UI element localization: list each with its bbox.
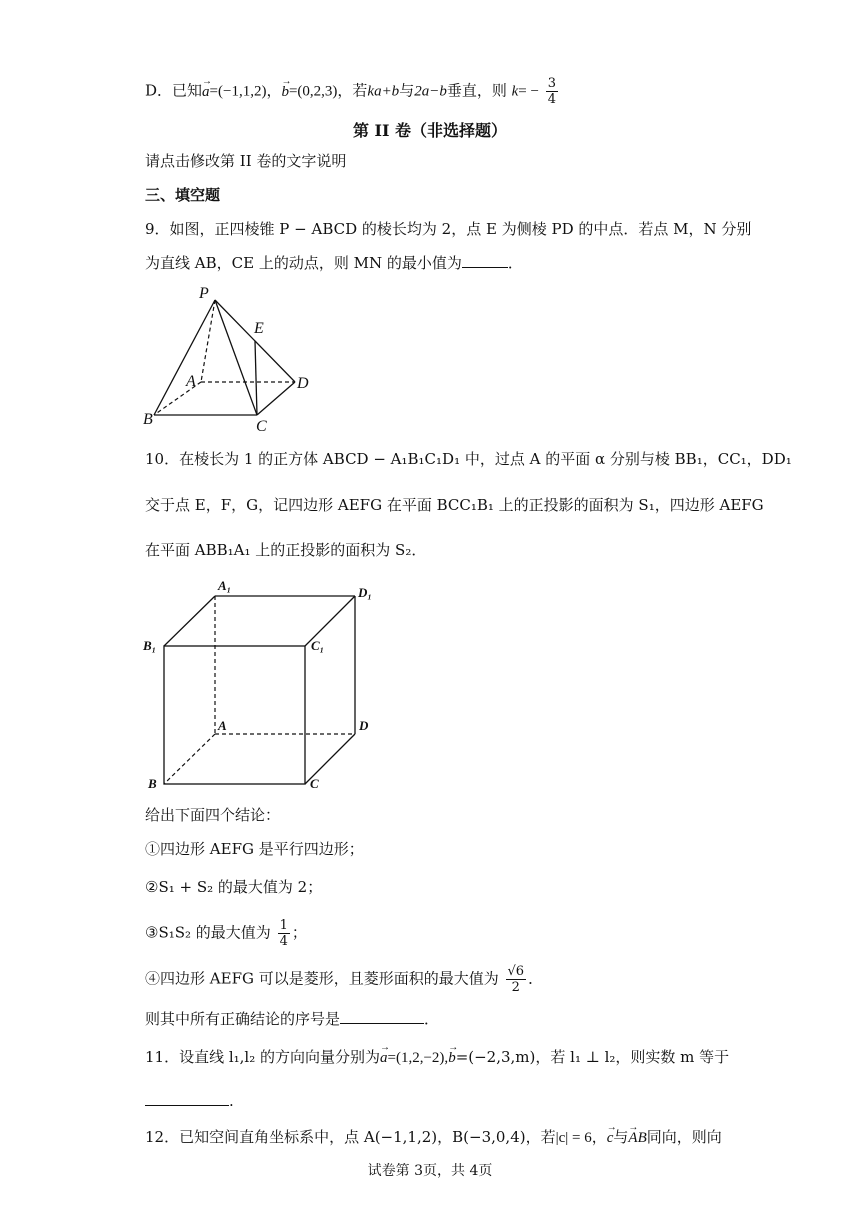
label-p: P xyxy=(199,285,209,302)
answer-blank-q11[interactable] xyxy=(145,1091,229,1106)
vector-b: → b xyxy=(448,1047,456,1069)
label-d1: D₁ xyxy=(358,585,372,600)
section-title: 第 II 卷（非选择题） xyxy=(352,121,508,140)
answer-blank-q9[interactable] xyxy=(462,253,508,268)
fraction-sqrt6-over-2: $\frac{√6}{2}$ xyxy=(507,964,525,995)
edge-pb xyxy=(154,300,215,415)
label-d: D xyxy=(297,375,309,392)
q11-line2: . xyxy=(145,1090,234,1112)
section-note[interactable]: 请点击修改第 II 卷的文字说明 xyxy=(145,152,347,170)
vector-b: → b xyxy=(281,81,289,103)
label-b: B xyxy=(143,411,153,428)
vector-ab: → AB xyxy=(628,1127,646,1149)
pyramid-figure xyxy=(140,282,340,432)
cube-figure xyxy=(140,578,390,793)
expr-2a-minus-b: 2a−b xyxy=(414,83,447,100)
expr-ka-plus-b: ka+b xyxy=(367,83,400,100)
label-c1: C₁ xyxy=(311,638,325,653)
answer-blank-q10[interactable] xyxy=(340,1009,424,1024)
label-c: C xyxy=(256,418,267,432)
edge-cd xyxy=(257,382,295,415)
q11-line1: 11．设直线 l₁,l₂ 的方向向量分别为→ a=(1,2,−2),→ b=(−2,3,m)，若 l₁ ⊥ l₂，则实数 m 等于 xyxy=(145,1046,729,1069)
vector-a: → a xyxy=(380,1047,388,1069)
q10-line1: 10．在棱长为 1 的正方体 ABCD − A₁B₁C₁D₁ 中，过点 A 的平面 α 分别与棱 BB₁，CC₁，DD₁ xyxy=(145,450,792,468)
q10-intro: 给出下面四个结论： xyxy=(145,806,281,824)
q10-line3: 在平面 ABB₁A₁ 上的正投影的面积为 S₂． xyxy=(145,541,427,559)
q10-conclusion-1: ①四边形 AEFG 是平行四边形； xyxy=(145,840,364,858)
label-d: D xyxy=(359,718,369,733)
q10-conclusion-3: ③S₁S₂ 的最大值为 $\frac{1}{4}$ ； xyxy=(145,918,307,949)
edge-ab-hidden xyxy=(164,734,215,784)
q10-conclusion-2: ②S₁ + S₂ 的最大值为 2； xyxy=(145,878,323,896)
edge-b1a1 xyxy=(164,596,215,646)
page-footer: 试卷第 3页，共 4页 xyxy=(367,1163,493,1179)
cube-front-face xyxy=(164,646,305,784)
edge-ce xyxy=(255,341,257,415)
label-c: C xyxy=(310,776,319,791)
q9-line1: 9．如图，正四棱锥 P − ABCD 的棱长均为 2，点 E 为侧棱 PD 的中点．若点 M，N 分别 xyxy=(145,220,752,238)
q9-line2: 为直线 AB，CE 上的动点，则 MN 的最小值为 ． xyxy=(145,254,523,272)
part-title: 三、填空题 xyxy=(145,186,221,204)
fraction-three-quarters: $\frac{3}{4}$ xyxy=(547,76,557,107)
label-b: B xyxy=(148,776,157,791)
option-d-line: D．已知→ a=(−1,1,2)，→ b=(0,2,3)，若ka+b与2a−b垂直，则 k= − $\frac{3}{4}$ xyxy=(145,76,560,107)
label-e: E xyxy=(254,320,264,337)
label-a1: A₁ xyxy=(218,578,232,593)
q10-line2: 交于点 E，F，G，记四边形 AEFG 在平面 BCC₁B₁ 上的正投影的面积为 S₁，四边形 AEFG xyxy=(145,496,764,514)
vector-c: → c xyxy=(607,1127,614,1149)
edge-pc xyxy=(215,300,257,415)
label-b1: B₁ xyxy=(143,638,157,653)
label-a: A xyxy=(186,373,196,390)
label-a: A xyxy=(218,718,227,733)
vector-a: → a xyxy=(202,81,210,103)
q12-line1: 12．已知空间直角坐标系中，点 A(−1,1,2)，B(−3,0,4)，若|c| = 6，→ c与→ AB同向，则向 xyxy=(145,1126,722,1149)
q10-ask: 则其中所有正确结论的序号是 ． xyxy=(145,1010,440,1028)
fraction-one-quarter: $\frac{1}{4}$ xyxy=(279,918,288,949)
q10-conclusion-4: ④四边形 AEFG 可以是菱形，且菱形面积的最大值为 $\frac{√6}{2}$ ． xyxy=(145,964,544,995)
